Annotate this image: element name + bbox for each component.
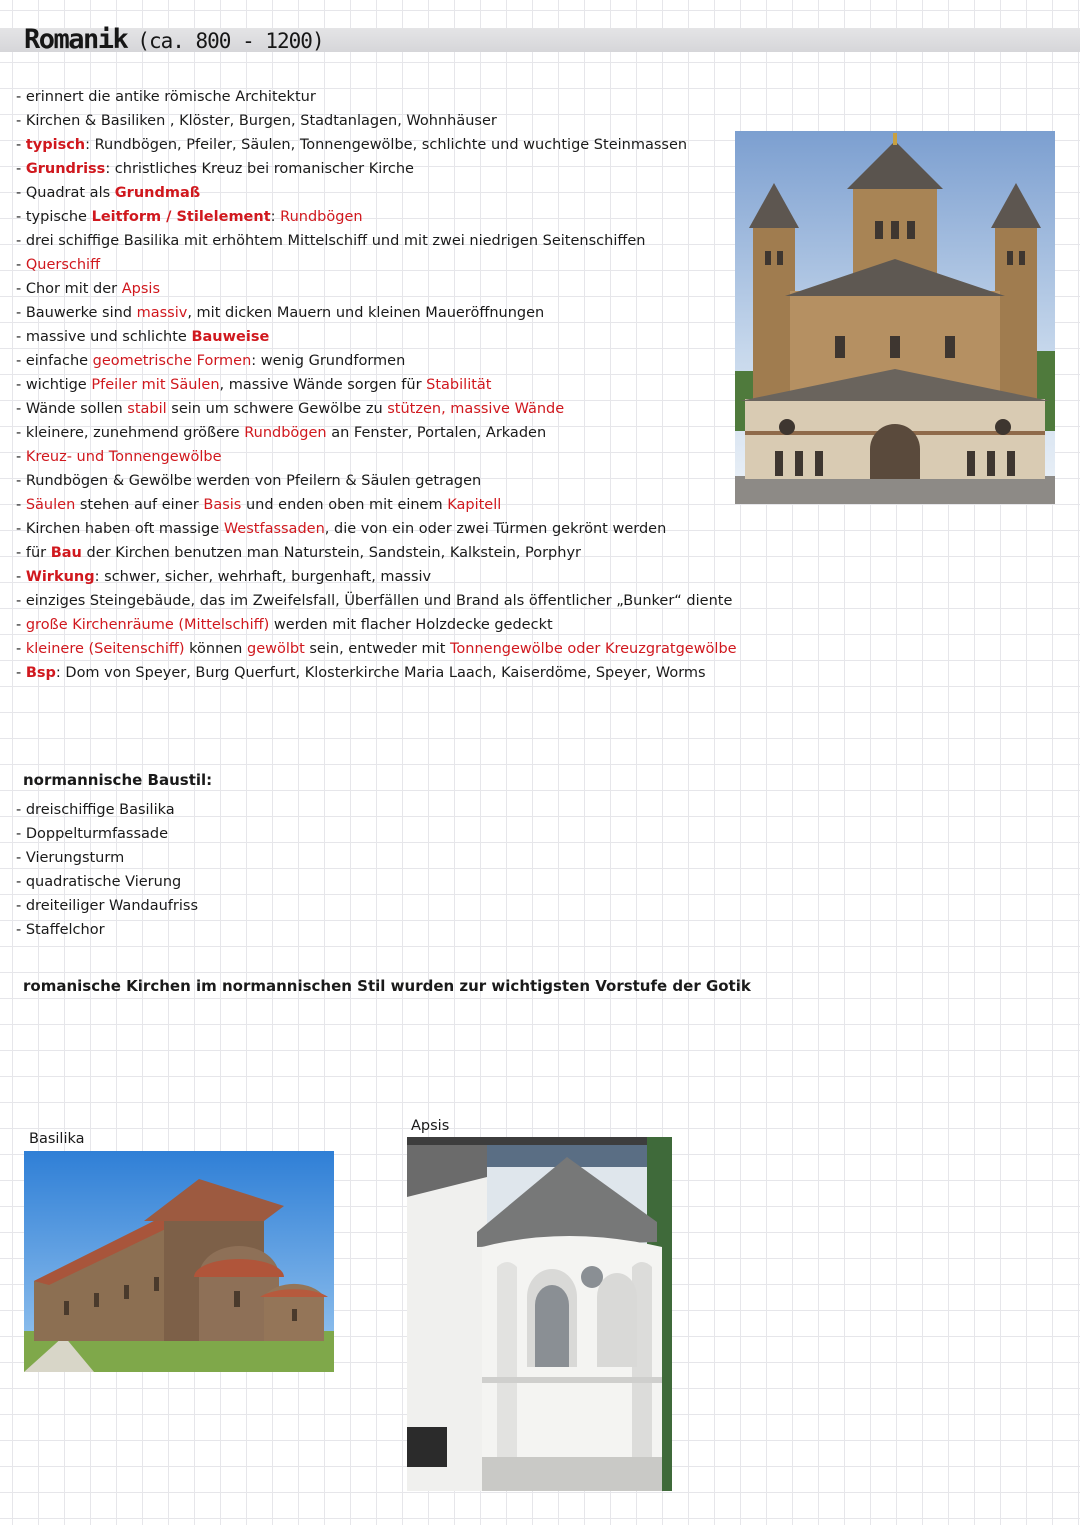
feature-item [16,445,737,469]
item-text: : schwer, sicher, wehrhaft, burgenhaft, massiv [94,569,432,585]
feature-item [16,253,737,277]
item-text: kleinere, zunehmend größere [25,425,245,441]
norman-item: - dreiteiliger Wandaufriss [16,894,198,918]
highlight-term: stabil [127,401,167,417]
page-title [24,24,324,55]
item-text: der Kirchen benutzen man Naturstein, Sandstein, Kalkstein, Porphyr [81,545,581,561]
item-text: : christliches Kreuz bei romanischer Kirche [105,161,414,177]
item-text: : wenig Grundformen [251,353,406,369]
item-text: stehen auf einer [75,497,204,513]
feature-item [16,301,737,325]
item-text: Kirchen haben oft massige [25,521,224,537]
feature-item [16,109,737,133]
feature-item [16,373,737,397]
item-text: : [270,209,281,225]
basilika-caption: Basilika [29,1131,85,1147]
maria-laach-illustration [735,131,1055,504]
item-text: einfache [25,353,93,369]
item-text: können [184,641,247,657]
feature-item [16,229,737,253]
highlight-term: typisch [25,137,86,153]
norman-item: - quadratische Vierung [16,870,198,894]
highlight-term: Bsp [25,665,56,681]
feature-item [16,157,737,181]
highlight-term: Grundmaß [114,185,201,201]
item-text: wichtige [25,377,92,393]
item-text: Wände sollen [25,401,128,417]
highlight-term: stützen, massive Wände [387,401,565,417]
item-text: für [25,545,51,561]
feature-item [16,637,737,661]
highlight-term: geometrische Formen [92,353,252,369]
feature-item [16,325,737,349]
item-text: Quadrat als [25,185,115,201]
item-text: : Dom von Speyer, Burg Querfurt, Klosterkirche Maria Laach, Kaiserdöme, Speyer, Worms [55,665,706,681]
highlight-term: große Kirchenräume (Mittelschiff) [25,617,270,633]
norman-item: - Doppelturmfassade [16,822,198,846]
feature-item [16,85,737,109]
highlight-term: Bauweise [191,329,270,345]
norman-item: - dreischiffige Basilika [16,798,198,822]
item-text: massive und schlichte [25,329,192,345]
main-feature-list [16,85,737,685]
highlight-term: Stabilität [426,377,492,393]
highlight-term: Säulen [25,497,76,513]
feature-item [16,493,737,517]
basilika-illustration [24,1151,334,1372]
item-text: , die von ein oder zwei Türmen gekrönt werden [324,521,667,537]
feature-item [16,133,737,157]
item-text: Bauwerke sind [25,305,137,321]
feature-item [16,565,737,589]
maria-laach-photo [735,131,1055,504]
feature-item [16,277,737,301]
highlight-term: Bau [50,545,82,561]
apsis-photo [407,1137,672,1491]
item-text: Chor mit der [25,281,122,297]
feature-item [16,589,737,613]
highlight-term: Pfeiler mit Säulen [91,377,220,393]
highlight-term: Westfassaden [223,521,325,537]
highlight-term: Apsis [121,281,161,297]
title-period: (ca. 800 - 1200) [137,29,324,53]
highlight-term: Tonnengewölbe oder Kreuzgratgewölbe [450,641,737,657]
feature-item [16,205,737,229]
feature-item [16,517,737,541]
norman-item: - Vierungsturm [16,846,198,870]
item-text: und enden oben mit einem [241,497,448,513]
feature-item [16,613,737,637]
item-text: : Rundbögen, Pfeiler, Säulen, Tonnengewölbe, schlichte und wuchtige Steinmassen [85,137,688,153]
feature-item [16,397,737,421]
highlight-term: Rundbögen [244,425,327,441]
feature-item [16,349,737,373]
norman-item: - Staffelchor [16,918,198,942]
highlight-term: gewölbt [246,641,305,657]
highlight-term: Kreuz- und Tonnengewölbe [25,449,222,465]
highlight-term: Wirkung [25,569,95,585]
item-text: an Fenster, Portalen, Arkaden [326,425,547,441]
item-text: einziges Steingebäude, das im Zweifelsfall, Überfällen und Brand als öffentlicher „Bunker“ diente [25,593,733,609]
item-text: sein, entweder mit [304,641,451,657]
norman-heading: normannische Baustil: [23,771,213,789]
basilika-photo [24,1151,334,1372]
item-text: , massive Wände sorgen für [219,377,427,393]
highlight-term: Querschiff [25,257,101,273]
highlight-term: massiv [136,305,188,321]
item-text: , mit dicken Mauern und kleinen Maueröffnungen [187,305,545,321]
highlight-term: Rundbögen [280,209,363,225]
item-text: erinnert die antike römische Architektur [25,89,316,105]
title-main: Romanik [24,24,128,55]
norman-feature-list [16,798,198,942]
item-text: drei schiffige Basilika mit erhöhtem Mittelschiff und mit zwei niedrigen Seitenschiffen [25,233,646,249]
highlight-term: Leitform / Stilelement [91,209,271,225]
highlight-term: kleinere (Seitenschiff) [25,641,185,657]
feature-item [16,181,737,205]
apsis-illustration [407,1137,672,1491]
item-text: sein um schwere Gewölbe zu [166,401,388,417]
feature-item [16,421,737,445]
highlight-term: Basis [203,497,242,513]
feature-item [16,469,737,493]
item-text: Kirchen & Basiliken , Klöster, Burgen, Stadtanlagen, Wohnhäuser [25,113,497,129]
item-text: werden mit flacher Holzdecke gedeckt [269,617,553,633]
item-text: typische [25,209,92,225]
feature-item [16,661,737,685]
apsis-caption: Apsis [411,1118,450,1134]
highlight-term: Grundriss [25,161,106,177]
item-text: Rundbögen & Gewölbe werden von Pfeilern & Säulen getragen [25,473,482,489]
highlight-term: Kapitell [447,497,502,513]
conclusion-text: romanische Kirchen im normannischen Stil wurden zur wichtigsten Vorstufe der Gotik [23,977,751,995]
feature-item [16,541,737,565]
